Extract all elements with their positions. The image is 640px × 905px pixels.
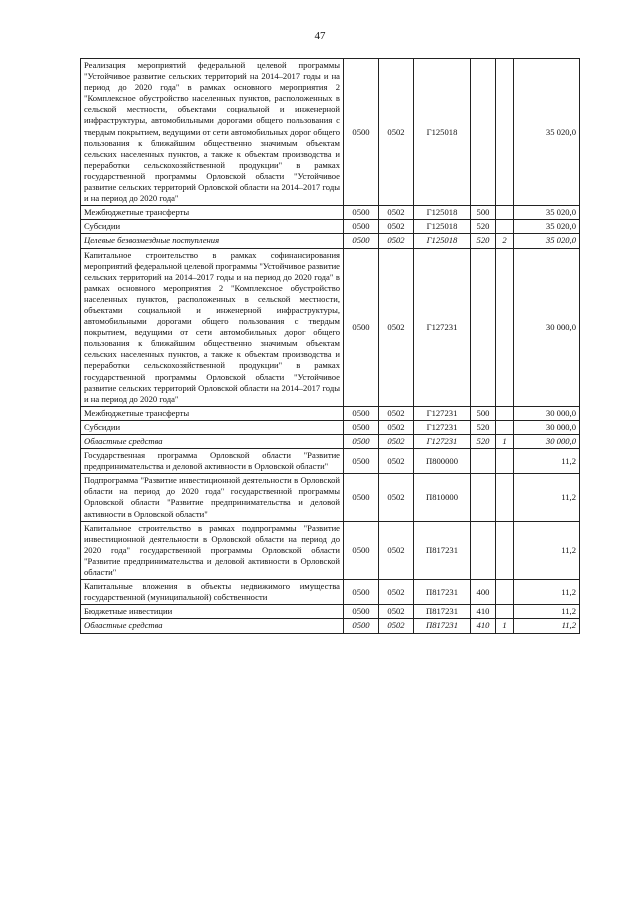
amount: 30 000,0 — [514, 406, 580, 420]
section-code: 0500 — [344, 206, 379, 220]
row-name: Бюджетные инвестиции — [81, 605, 344, 619]
expense-type-code: 410 — [471, 619, 496, 633]
table-row — [81, 234, 580, 248]
subsection-code: 0502 — [379, 449, 414, 474]
target-article-code: П817231 — [414, 605, 471, 619]
target-article-code: Г127231 — [414, 420, 471, 434]
target-article-code: Г125018 — [414, 234, 471, 248]
funding-source-code — [496, 605, 514, 619]
budget-table — [80, 58, 580, 634]
expense-type-code: 520 — [471, 234, 496, 248]
row-name: Субсидии — [81, 420, 344, 434]
subsection-code: 0502 — [379, 248, 414, 406]
funding-source-code — [496, 220, 514, 234]
row-name: Межбюджетные трансферты — [81, 206, 344, 220]
target-article-code: П817231 — [414, 580, 471, 605]
funding-source-code — [496, 406, 514, 420]
expense-type-code: 500 — [471, 206, 496, 220]
target-article-code: Г127231 — [414, 406, 471, 420]
table-row — [81, 435, 580, 449]
funding-source-code — [496, 59, 514, 206]
amount: 35 020,0 — [514, 234, 580, 248]
section-code: 0500 — [344, 580, 379, 605]
funding-source-code: 1 — [496, 619, 514, 633]
amount: 11,2 — [514, 605, 580, 619]
subsection-code: 0502 — [379, 59, 414, 206]
target-article-code: П817231 — [414, 619, 471, 633]
subsection-code: 0502 — [379, 206, 414, 220]
section-code: 0500 — [344, 449, 379, 474]
section-code: 0500 — [344, 406, 379, 420]
expense-type-code: 520 — [471, 220, 496, 234]
funding-source-code — [496, 206, 514, 220]
section-code: 0500 — [344, 619, 379, 633]
target-article-code: П810000 — [414, 474, 471, 521]
section-code: 0500 — [344, 474, 379, 521]
amount: 35 020,0 — [514, 220, 580, 234]
target-article-code: Г125018 — [414, 206, 471, 220]
row-name: Подпрограмма "Развитие инвестиционной деятельности в Орловской области на период до 2020 года" государственной программы Орловской области "Развитие предпринимательства и деловой активности в Орловской области" — [81, 474, 344, 521]
subsection-code: 0502 — [379, 605, 414, 619]
row-name: Реализация мероприятий федеральной целевой программы "Устойчивое развитие сельских территорий на 2014–2017 годы и на период до 2020 года" в рамках основного мероприятия 2 "Комплексное обустройство населенных пунктов, расположенных в сельской местности, объектами социальной и инженерной инфраструктуры, автомобильными дорогами общего пользования с твердым покрытием, ведущими от сети автомобильных дорог общего пользования к ближайшим общественно значимым объектам сельских населенных пунктов, а также к объектам производства и переработки сельскохозяйственной продукции" в рамках государственной программы Орловской области "Устойчивое развитие сельских территорий Орловской области на 2014–2017 годы и на период до 2020 года" — [81, 59, 344, 206]
section-code: 0500 — [344, 420, 379, 434]
funding-source-code — [496, 449, 514, 474]
table-row — [81, 59, 580, 206]
table-row — [81, 521, 580, 579]
amount: 11,2 — [514, 449, 580, 474]
section-code: 0500 — [344, 605, 379, 619]
row-name: Государственная программа Орловской области "Развитие предпринимательства и деловой активности в Орловской области" — [81, 449, 344, 474]
subsection-code: 0502 — [379, 580, 414, 605]
amount: 11,2 — [514, 580, 580, 605]
row-name: Капитальное строительство в рамках подпрограммы "Развитие инвестиционной деятельности в Орловской области на период до 2020 года" государственной программы Орловской области "Развитие предпринимательства и деловой активности в Орловской области" — [81, 521, 344, 579]
row-name: Капитальное строительство в рамках софинансирования мероприятий федеральной целевой программы "Устойчивое развитие сельских территорий на 2014–2017 годы и на период до 2020 года" в рамках основного мероприятия 2 "Комплексное обустройство населенных пунктов, расположенных в сельской местности, объектами социальной и инженерной инфраструктуры, автомобильными дорогами общего пользования с твердым покрытием, ведущими от сети автомобильных дорог общего пользования к ближайшим общественно значимым объектам сельских населенных пунктов, а также к объектам производства и переработки сельскохозяйственной продукции" в рамках государственной программы Орловской области "Устойчивое развитие сельских территорий Орловской области на 2014–2017 годы и на период до 2020 года" — [81, 248, 344, 406]
funding-source-code — [496, 420, 514, 434]
amount: 35 020,0 — [514, 206, 580, 220]
amount: 35 020,0 — [514, 59, 580, 206]
expense-type-code — [471, 449, 496, 474]
table-row — [81, 449, 580, 474]
section-code: 0500 — [344, 435, 379, 449]
amount: 30 000,0 — [514, 248, 580, 406]
table-row — [81, 220, 580, 234]
expense-type-code: 400 — [471, 580, 496, 605]
amount: 11,2 — [514, 619, 580, 633]
expense-type-code: 410 — [471, 605, 496, 619]
table-body — [81, 59, 580, 634]
expense-type-code: 520 — [471, 420, 496, 434]
target-article-code: П817231 — [414, 521, 471, 579]
table-row — [81, 619, 580, 633]
expense-type-code — [471, 521, 496, 579]
funding-source-code — [496, 474, 514, 521]
row-name: Межбюджетные трансферты — [81, 406, 344, 420]
amount: 11,2 — [514, 474, 580, 521]
expense-type-code: 500 — [471, 406, 496, 420]
subsection-code: 0502 — [379, 406, 414, 420]
amount: 30 000,0 — [514, 435, 580, 449]
subsection-code: 0502 — [379, 521, 414, 579]
section-code: 0500 — [344, 234, 379, 248]
table-row — [81, 420, 580, 434]
subsection-code: 0502 — [379, 420, 414, 434]
subsection-code: 0502 — [379, 474, 414, 521]
expense-type-code — [471, 474, 496, 521]
amount: 30 000,0 — [514, 420, 580, 434]
page-number: 47 — [314, 30, 326, 42]
table-row — [81, 580, 580, 605]
subsection-code: 0502 — [379, 234, 414, 248]
subsection-code: 0502 — [379, 435, 414, 449]
row-name: Областные средства — [81, 435, 344, 449]
expense-type-code — [471, 59, 496, 206]
target-article-code: Г125018 — [414, 59, 471, 206]
expense-type-code — [471, 248, 496, 406]
row-name: Областные средства — [81, 619, 344, 633]
target-article-code: П800000 — [414, 449, 471, 474]
amount: 11,2 — [514, 521, 580, 579]
table-row — [81, 406, 580, 420]
table-row — [81, 605, 580, 619]
section-code: 0500 — [344, 248, 379, 406]
target-article-code: Г125018 — [414, 220, 471, 234]
target-article-code: Г127231 — [414, 248, 471, 406]
row-name: Целевые безвозмездные поступления — [81, 234, 344, 248]
expense-type-code: 520 — [471, 435, 496, 449]
row-name: Капитальные вложения в объекты недвижимого имущества государственной (муниципальной) собственности — [81, 580, 344, 605]
table-row — [81, 206, 580, 220]
table-row — [81, 248, 580, 406]
funding-source-code — [496, 521, 514, 579]
subsection-code: 0502 — [379, 619, 414, 633]
section-code: 0500 — [344, 220, 379, 234]
funding-source-code: 2 — [496, 234, 514, 248]
row-name: Субсидии — [81, 220, 344, 234]
section-code: 0500 — [344, 59, 379, 206]
funding-source-code — [496, 580, 514, 605]
subsection-code: 0502 — [379, 220, 414, 234]
section-code: 0500 — [344, 521, 379, 579]
funding-source-code: 1 — [496, 435, 514, 449]
funding-source-code — [496, 248, 514, 406]
table-row — [81, 474, 580, 521]
target-article-code: Г127231 — [414, 435, 471, 449]
